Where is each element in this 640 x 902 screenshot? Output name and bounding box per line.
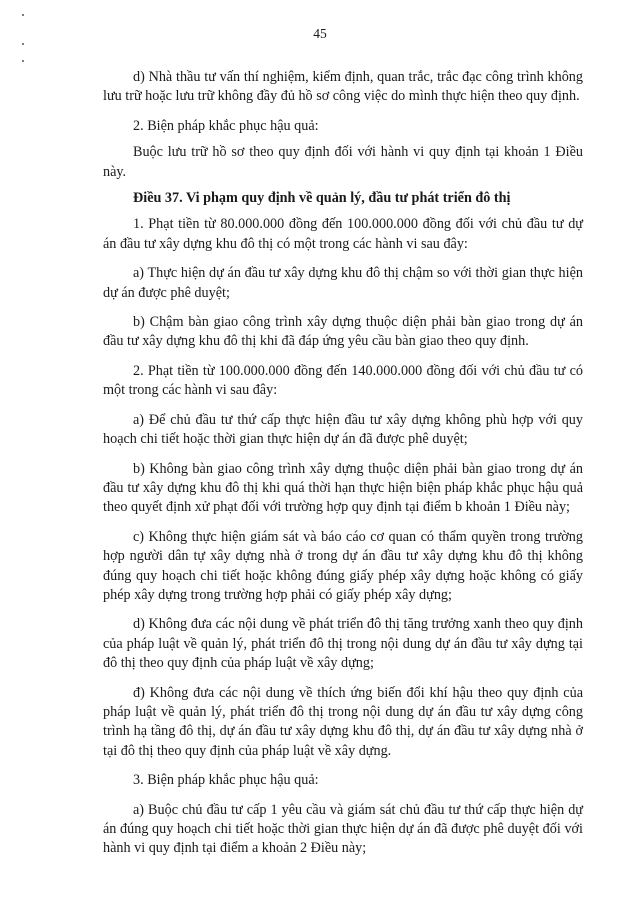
scan-mark	[22, 14, 24, 16]
article-37-heading: Điều 37. Vi phạm quy định về quản lý, đầu tư phát triển đô thị	[133, 190, 511, 207]
paragraph-remedy-heading: 2. Biện pháp khắc phục hậu quả:	[133, 117, 319, 134]
paragraph-clause-1: 1. Phạt tiền từ 80.000.000 đồng đến 100.000.000 đồng đối với chủ đầu tư dự án đầu tư xây dựng khu đô thị có một trong các hành vi sau đây:	[103, 216, 583, 252]
paragraph-clause-1b: b) Chậm bàn giao công trình xây dựng thuộc diện phải bàn giao trong dự án đầu tư xây dựng khu đô thị khi đã đáp ứng yêu cầu bàn giao theo quy định.	[103, 314, 583, 350]
paragraph-clause-3a: a) Buộc chủ đầu tư cấp 1 yêu cầu và giám sát chủ đầu tư thứ cấp thực hiện dự án đúng quy hoạch chi tiết hoặc thời gian thực hiện dự án đã được phê duyệt đối với hành vi quy định tại điểm a khoản 2 Điều này;	[103, 801, 583, 857]
page-number: 45	[313, 26, 327, 41]
paragraph-clause-2dd: đ) Không đưa các nội dung về thích ứng biến đổi khí hậu theo quy định của pháp luật về quản lý, phát triển đô thị trong nội dung dự án đầu tư xây dựng công trình hạ tầng đô thị, dự án đầu tư xây dựng khu đô thị, dự án đầu tư xây dựng nhà ở tại đô thị theo quy định của pháp luật về xây dựng.	[103, 684, 583, 759]
paragraph-clause-2a: a) Để chủ đầu tư thứ cấp thực hiện đầu tư xây dựng không phù hợp với quy hoạch chi tiết hoặc thời gian thực hiện dự án đã được phê duyệt;	[103, 411, 583, 448]
document-body	[103, 68, 583, 869]
paragraph-clause-1a: a) Thực hiện dự án đầu tư xây dựng khu đô thị chậm so với thời gian thực hiện dự án được phê duyệt;	[103, 265, 583, 301]
paragraph-clause-1d: d) Nhà thầu tư vấn thí nghiệm, kiểm định, quan trắc, trắc đạc công trình không lưu trữ hoặc lưu trữ không đầy đủ hồ sơ công việc do mình thực hiện theo quy định.	[103, 69, 583, 105]
paragraph-clause-3: 3. Biện pháp khắc phục hậu quả:	[133, 772, 319, 789]
paragraph-clause-2d: d) Không đưa các nội dung về phát triển đô thị tăng trưởng xanh theo quy định của pháp luật về quản lý, phát triển đô thị trong nội dung dự án đầu tư xây dựng tại đô thị theo quy định của pháp luật về xây dựng;	[103, 616, 583, 672]
paragraph-clause-2: 2. Phạt tiền từ 100.000.000 đồng đến 140.000.000 đồng đối với chủ đầu tư có một trong các hành vi sau đây:	[103, 362, 583, 399]
scan-mark	[22, 60, 24, 62]
paragraph-clause-2c: c) Không thực hiện giám sát và báo cáo cơ quan có thẩm quyền trong trường hợp người dân tự xây dựng nhà ở trong dự án đầu tư xây dựng khu đô thị không đúng quy hoạch chi tiết hoặc không đúng giấy phép xây dựng hoặc không có giấy phép xây dựng trong trường hợp phải có giấy phép xây dựng;	[103, 528, 583, 603]
scan-mark	[22, 43, 24, 45]
paragraph-clause-2b: b) Không bàn giao công trình xây dựng thuộc diện phải bàn giao trong dự án đầu tư xây dựng khu đô thị khi quá thời hạn thực hiện biện pháp khắc phục hậu quả theo quyết định xử phạt đối với trường hợp quy định tại điểm b khoản 1 Điều này;	[103, 460, 583, 516]
paragraph-remedy-text: Buộc lưu trữ hồ sơ theo quy định đối với hành vi quy định tại khoản 1 Điều này.	[103, 144, 583, 180]
